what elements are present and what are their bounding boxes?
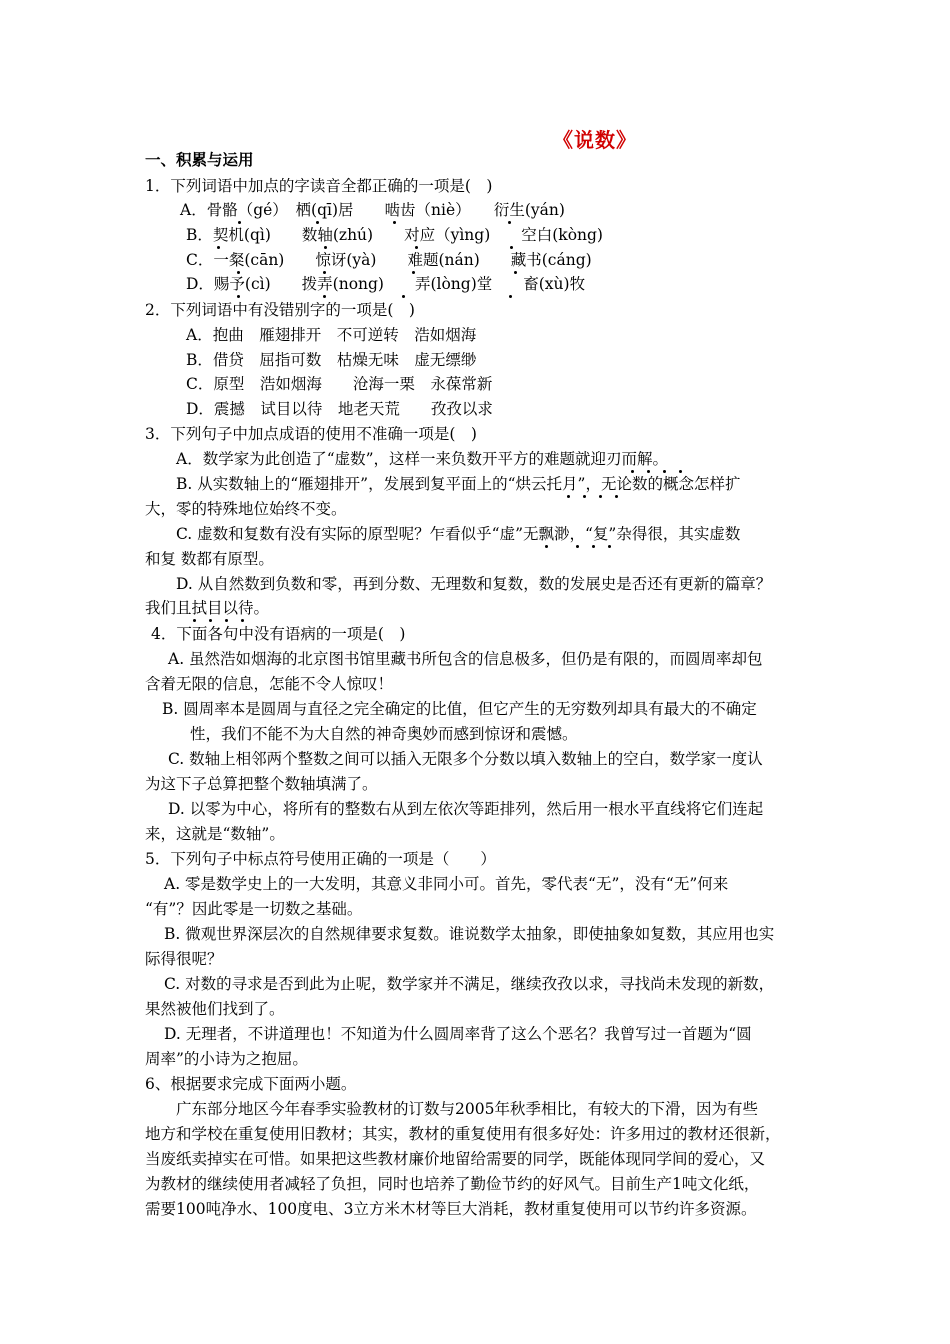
- option-2b: B．借贷 屈指可数 枯燥无味 虚无缥缈: [186, 351, 477, 369]
- question-1: 1．下列词语中加点的字读音全都正确的一项是( ): [145, 177, 493, 195]
- option-4a-cont: 含着无限的信息，怎能不令人惊叹！: [145, 675, 394, 693]
- option-3d: D. 从自然数到负数和零，再到分数、无理数和复数，数的发展史是否还有更新的篇章？: [176, 575, 772, 593]
- emphasis-dot: [583, 495, 586, 498]
- emphasis-dot: [324, 246, 327, 249]
- emphasis-dot: [193, 619, 196, 622]
- emphasis-dot: [679, 470, 682, 473]
- section-heading: 一、积累与运用: [145, 150, 254, 169]
- question-5: 5．下列句子中标点符号使用正确的一项是（ ）: [145, 850, 496, 868]
- option-3c: C. 虚数和复数有没有实际的原型呢？乍看似乎“虚”无飘渺，“复”杂得很，其实虚数: [176, 525, 741, 543]
- emphasis-dot: [323, 271, 326, 274]
- option-4b: B. 圆周率本是圆周与直径之完全确定的比值，但它产生的无穷数列却具有最大的不确定: [162, 700, 757, 718]
- option-3c-cont: 和复 数都有原型。: [145, 550, 274, 568]
- emphasis-dot: [631, 470, 634, 473]
- option-3d-cont: 我们且拭目以待。: [145, 599, 270, 617]
- option-5a-cont: “有”？因此零是一切数之基础。: [145, 900, 363, 918]
- emphasis-dot: [567, 495, 570, 498]
- passage-line-4: 为教材的继续使用者减轻了负担，同时也培养了勤俭节约的好风气。目前生产1吨文化纸，: [145, 1175, 760, 1193]
- option-2c: C．原型 浩如烟海 沧海一栗 永葆常新: [186, 375, 493, 393]
- option-1c: C．一粲(cān) 惊讶(yà) 难题(nán) 藏书(cáng): [186, 251, 592, 269]
- option-5c: C. 对数的寻求是否到此为止呢，数学家并不满足，继续孜孜以求，寻找尚未发现的新数，: [164, 975, 775, 993]
- option-5c-cont: 果然被他们找到了。: [145, 1000, 285, 1018]
- emphasis-dot: [514, 271, 517, 274]
- document-title: 《说数》: [553, 128, 637, 152]
- emphasis-dot: [576, 545, 579, 548]
- emphasis-dot: [217, 246, 220, 249]
- option-1d: D．赐予(cì) 拨弄(nong) 弄(lòng)堂 畜(xù)牧: [186, 275, 586, 293]
- emphasis-dot: [393, 221, 396, 224]
- option-2a: A．抱曲 雁翅排开 不可逆转 浩如烟海: [186, 326, 477, 344]
- option-4b-cont: 性，我们不能不为大自然的神奇奥妙而感到惊讶和震憾。: [190, 725, 578, 743]
- passage-line-5: 需要100吨净水、100度电、3立方米木材等巨大消耗，教材重复使用可以节约许多资源。: [145, 1200, 757, 1218]
- option-4c: C. 数轴上相邻两个整数之间可以插入无限多个分数以填入数轴上的空白，数学家一度认: [168, 750, 763, 768]
- option-5b: B. 微观世界深层次的自然规律要求复数。谁说数学太抽象，即使抽象如复数，其应用也实: [164, 925, 775, 943]
- option-5d-cont: 周率”的小诗为之抱屈。: [145, 1050, 308, 1068]
- emphasis-dot: [415, 246, 418, 249]
- emphasis-dot: [510, 246, 513, 249]
- emphasis-dot: [647, 470, 650, 473]
- question-3: 3．下列句子中加点成语的使用不准确一项是( ): [145, 425, 477, 443]
- option-4c-cont: 为这下子总算把整个数轴填满了。: [145, 775, 378, 793]
- passage-line-1: 广东部分地区今年春季实验教材的订数与2005年秋季相比，有较大的下滑，因为有些: [176, 1100, 758, 1118]
- emphasis-dot: [237, 295, 240, 298]
- option-4a: A. 虽然浩如烟海的北京图书馆里藏书所包含的信息极多，但仍是有限的，而圆周率却包: [168, 650, 763, 668]
- emphasis-dot: [237, 271, 240, 274]
- emphasis-dot: [225, 619, 228, 622]
- emphasis-dot: [238, 221, 241, 224]
- option-2d: D．震撼 试目以待 地老天荒 孜孜以求: [186, 400, 493, 418]
- emphasis-dot: [545, 545, 548, 548]
- emphasis-dot: [412, 271, 415, 274]
- emphasis-dot: [316, 221, 319, 224]
- emphasis-dot: [592, 545, 595, 548]
- emphasis-dot: [608, 545, 611, 548]
- option-3b-cont: 大，零的特殊地位始终不变。: [145, 500, 347, 518]
- option-1b: B．契机(qì) 数轴(zhú) 对应（yìng) 空白(kòng): [186, 226, 603, 244]
- emphasis-dot: [509, 295, 512, 298]
- emphasis-dot: [663, 470, 666, 473]
- option-5d: D. 无理者，不讲道理也！不知道为什么圆周率背了这么个恶名？我曾写过一首题为“圆: [164, 1025, 752, 1043]
- passage-line-2: 地方和学校在重复使用旧教材；其实，教材的重复使用有很多好处：许多用过的教材还很新，: [145, 1125, 781, 1143]
- passage-line-3: 当废纸卖掉实在可惜。如果把这些教材廉价地留给需要的同学，既能体现同学间的爱心，又: [145, 1150, 766, 1168]
- question-2: 2．下列词语中有没错别字的一项是( ): [145, 301, 415, 319]
- option-1a: A．骨骼（gé） 栖(qī)居 啮齿（niè） 衍生(yán): [180, 201, 565, 219]
- emphasis-dot: [599, 495, 602, 498]
- question-6: 6、根据要求完成下面两小题。: [145, 1075, 357, 1093]
- question-4: 4．下面各句中没有语病的一项是( ): [151, 625, 406, 643]
- emphasis-dot: [402, 295, 405, 298]
- option-4d-cont: 来，这就是“数轴”。: [145, 825, 285, 843]
- option-3a: A．数学家为此创造了“虚数”，这样一来负数开平方的难题就迎刃而解。: [176, 450, 669, 468]
- emphasis-dot: [323, 295, 326, 298]
- emphasis-dot: [615, 495, 618, 498]
- option-3b: B. 从实数轴上的“雁翅排开”，发展到复平面上的“烘云托月”，无论数的概念怎样扩: [176, 475, 741, 493]
- option-5a: A. 零是数学史上的一大发明，其意义非同小可。首先，零代表“无”，没有“无”何来: [164, 875, 729, 893]
- option-4d: D. 以零为中心，将所有的整数右从到左依次等距排列，然后用一根水平直线将它们连起: [168, 800, 764, 818]
- emphasis-dot: [241, 619, 244, 622]
- emphasis-dot: [508, 221, 511, 224]
- emphasis-dot: [209, 619, 212, 622]
- option-5b-cont: 际得很呢？: [145, 950, 223, 968]
